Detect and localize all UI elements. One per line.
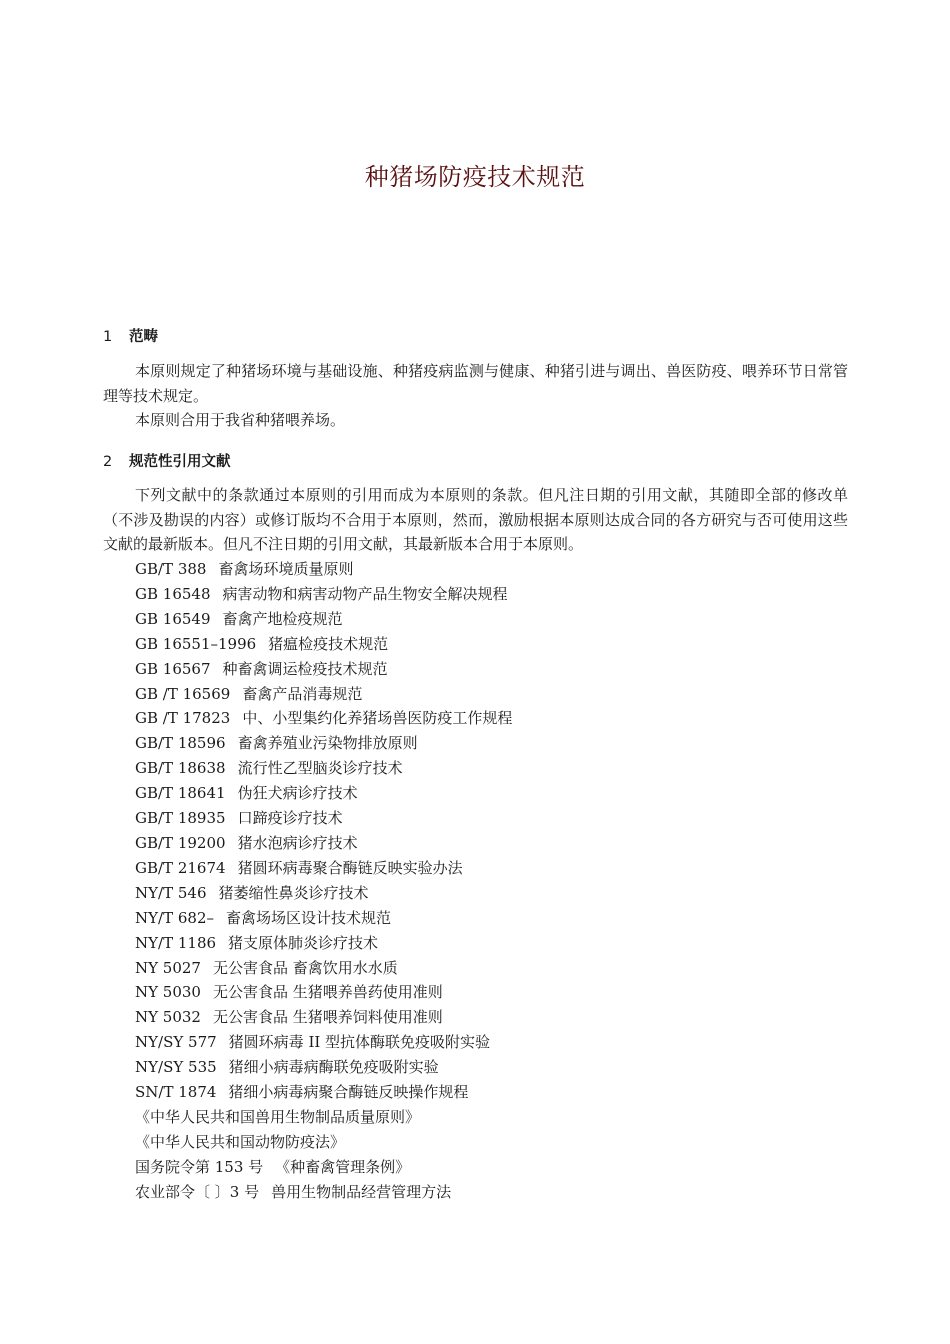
reference-code: GB 16549 xyxy=(135,609,211,628)
reference-code: GB/T 388 xyxy=(135,560,207,578)
reference-item xyxy=(135,1080,512,1105)
paragraph: 本原则合用于我省种猪喂养场。 xyxy=(135,411,346,429)
reference-code: GB/T 18596 xyxy=(135,734,226,753)
reference-item xyxy=(135,806,512,831)
reference-title: 猪圆环病毒聚合酶链反映实验办法 xyxy=(237,858,463,877)
reference-item xyxy=(135,1155,512,1180)
section-title: 范畴 xyxy=(129,329,158,345)
section-title: 规范性引用文献 xyxy=(129,454,231,470)
reference-item xyxy=(135,657,512,682)
reference-title: 病害动物和病害动物产品生物安全解决规程 xyxy=(222,584,508,603)
reference-title: 畜禽产地检疫规范 xyxy=(222,609,343,628)
reference-code: 农业部令〔 〕3 号 xyxy=(135,1182,260,1201)
reference-title: 《中华人民共和国动物防疫法》 xyxy=(135,1132,346,1151)
section-number: 2 xyxy=(103,454,113,470)
reference-code: 国务院令第 153 号 xyxy=(135,1157,264,1176)
reference-code: NY/T 682– xyxy=(135,908,214,927)
reference-code: GB/T 18641 xyxy=(135,784,226,803)
reference-item xyxy=(135,756,512,781)
reference-item xyxy=(135,682,512,707)
reference-title: 猪水泡病诊疗技术 xyxy=(237,833,358,852)
reference-code: GB /T 16569 xyxy=(135,684,231,703)
reference-code: NY/SY 535 xyxy=(135,1058,217,1077)
reference-title: 猪细小病毒病酶联免疫吸附实验 xyxy=(228,1058,439,1077)
reference-title: 《种畜禽管理条例》 xyxy=(275,1157,411,1176)
reference-title: 畜禽场场区设计技术规范 xyxy=(225,908,391,927)
reference-item xyxy=(135,931,512,956)
reference-title: 中、小型集约化养猪场兽医防疫工作规程 xyxy=(242,709,513,728)
reference-item xyxy=(135,632,512,657)
reference-item xyxy=(135,881,512,906)
reference-code: GB 16567 xyxy=(135,659,211,678)
reference-title: 伪狂犬病诊疗技术 xyxy=(237,784,358,803)
reference-item xyxy=(135,956,512,981)
reference-item xyxy=(135,557,512,582)
reference-code: GB/T 18935 xyxy=(135,809,226,828)
reference-title: 种畜禽调运检疫技术规范 xyxy=(222,659,388,678)
paragraph: 下列文献中的条款通过本原则的引用而成为本原则的条款。但凡注日期的引用文献，其随即全部的修改单（不涉及勘误的内容）或修订版均不合用于本原则，然而，激励根据本原则达成合同的各方研究与否可使用这些文献的最新版本。但凡不注日期的引用文献，其最新版本合用于本原则。 xyxy=(103,486,848,553)
section-number: 1 xyxy=(103,329,113,345)
reference-title: 猪瘟检疫技术规范 xyxy=(268,634,389,653)
reference-item xyxy=(135,781,512,806)
reference-code: NY 5027 xyxy=(135,958,201,977)
reference-item xyxy=(135,1005,512,1030)
section-heading-normative-references xyxy=(103,450,231,471)
reference-item xyxy=(135,607,512,632)
reference-code: NY/T 1186 xyxy=(135,933,217,952)
reference-code: NY/T 546 xyxy=(135,883,207,902)
reference-code: GB 16548 xyxy=(135,584,211,603)
reference-code: GB 16551–1996 xyxy=(135,634,257,653)
reference-code: SN/T 1874 xyxy=(135,1083,217,1102)
reference-code: NY/SY 577 xyxy=(135,1033,217,1052)
reference-list xyxy=(135,557,512,1205)
section-heading-scope xyxy=(103,325,158,346)
reference-item xyxy=(135,1055,512,1080)
reference-item xyxy=(135,856,512,881)
reference-title: 猪细小病毒病聚合酶链反映操作规程 xyxy=(228,1083,469,1102)
reference-item xyxy=(135,1030,512,1055)
reference-code: NY 5030 xyxy=(135,983,201,1002)
reference-title: 口蹄疫诊疗技术 xyxy=(237,809,343,828)
reference-item xyxy=(135,1130,512,1155)
reference-title: 流行性乙型脑炎诊疗技术 xyxy=(237,759,403,778)
reference-item xyxy=(135,731,512,756)
reference-title: 无公害食品 生猪喂养饲料使用准则 xyxy=(212,1008,443,1027)
reference-code: NY 5032 xyxy=(135,1008,201,1027)
reference-title: 猪萎缩性鼻炎诊疗技术 xyxy=(218,883,369,902)
document-title: 种猪场防疫技术规范 xyxy=(364,163,586,191)
reference-title: 猪圆环病毒 II 型抗体酶联免疫吸附实验 xyxy=(228,1033,491,1052)
reference-item xyxy=(135,1105,512,1130)
reference-item xyxy=(135,831,512,856)
reference-title: 畜禽场环境质量原则 xyxy=(218,560,354,578)
reference-item xyxy=(135,1180,512,1205)
reference-title: 兽用生物制品经营管理方法 xyxy=(271,1182,452,1201)
reference-title: 猪支原体肺炎诊疗技术 xyxy=(228,933,379,952)
reference-item xyxy=(135,980,512,1005)
reference-title: 《中华人民共和国兽用生物制品质量原则》 xyxy=(135,1107,421,1126)
reference-code: GB/T 21674 xyxy=(135,858,226,877)
paragraph: 本原则规定了种猪场环境与基础设施、种猪疫病监测与健康、种猪引进与调出、兽医防疫、喂养环节日常管理等技术规定。 xyxy=(103,362,848,405)
reference-item xyxy=(135,906,512,931)
reference-code: GB /T 17823 xyxy=(135,709,231,728)
reference-code: GB/T 18638 xyxy=(135,759,226,778)
reference-title: 无公害食品 畜禽饮用水水质 xyxy=(212,958,398,977)
reference-item xyxy=(135,582,512,607)
reference-code: GB/T 19200 xyxy=(135,833,226,852)
reference-title: 畜禽养殖业污染物排放原则 xyxy=(237,734,418,753)
reference-item xyxy=(135,706,512,731)
reference-title: 无公害食品 生猪喂养兽药使用准则 xyxy=(212,983,443,1002)
reference-title: 畜禽产品消毒规范 xyxy=(242,684,363,703)
